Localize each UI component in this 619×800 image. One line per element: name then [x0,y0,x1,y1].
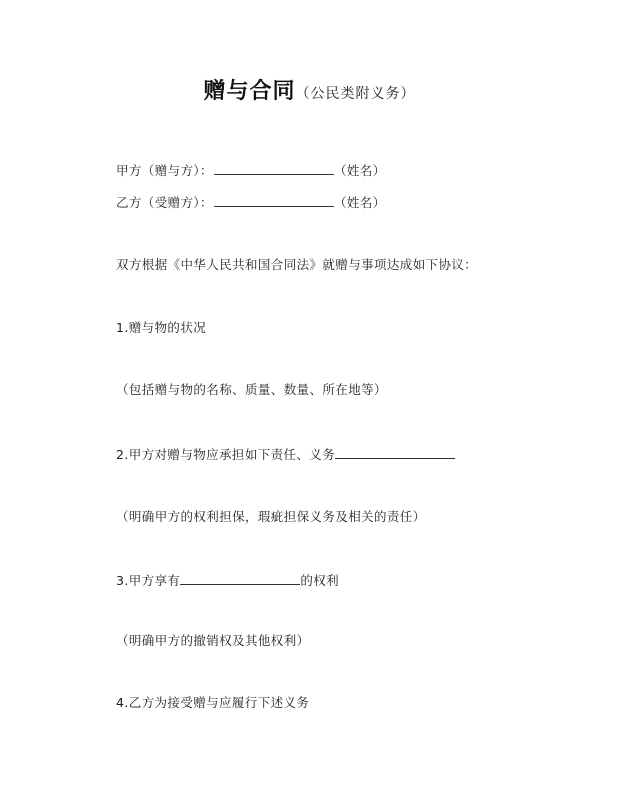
clause-1-note: （包括赠与物的名称、质量、数量、所在地等） [116,382,387,397]
clause-3-heading-prefix: 3.甲方享有 [116,573,181,588]
clause-4-heading: 4.乙方为接受赠与应履行下述义务 [116,695,310,710]
title-main: 赠与合同 [203,79,296,104]
clause-3-row [116,571,339,589]
title-subtitle: （公民类附义务） [295,86,416,102]
clause-2-heading: 2.甲方对赠与物应承担如下责任、义务 [116,447,336,462]
clause-2-row [116,445,455,463]
party-a-row [116,161,386,179]
party-a-label: 甲方（赠与方）： [116,163,213,178]
party-b-suffix: （姓名） [334,195,386,210]
party-b-label: 乙方（受赠方）： [116,195,213,210]
party-b-name-field[interactable] [214,193,334,207]
clause-2-note: （明确甲方的权利担保，瑕疵担保义务及相关的责任） [116,509,426,524]
clause-2-blank-field[interactable] [335,445,455,459]
document-title [0,74,619,105]
clause-3-note: （明确甲方的撤销权及其他权利） [116,633,310,648]
clause-3-blank-field[interactable] [180,571,300,585]
party-b-row [116,193,386,211]
clause-1-heading: 1.赠与物的状况 [116,320,207,335]
party-a-name-field[interactable] [214,161,334,175]
clause-3-heading-suffix: 的权利 [300,573,340,588]
party-a-suffix: （姓名） [334,163,386,178]
preamble: 双方根据《中华人民共和国合同法》就赠与事项达成如下协议： [116,257,478,272]
